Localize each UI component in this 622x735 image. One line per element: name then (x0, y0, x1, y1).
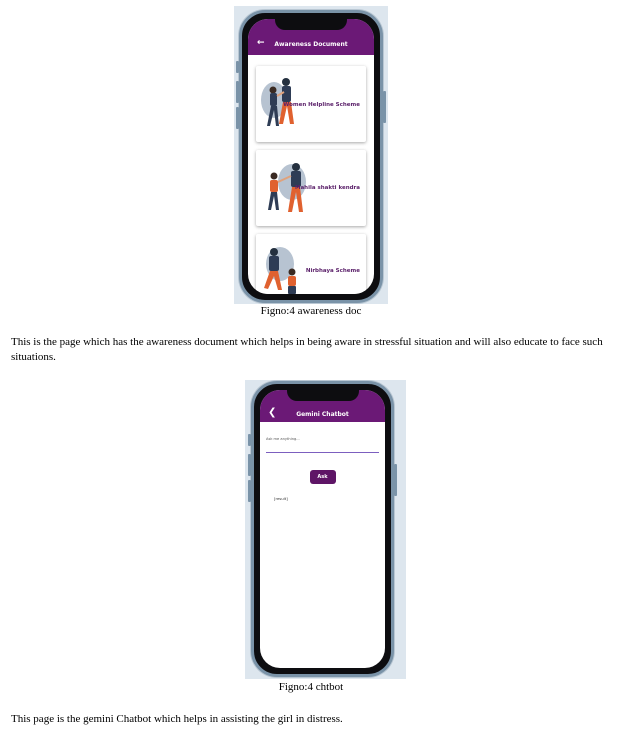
card-label: Nirbhaya Scheme (305, 268, 360, 274)
phone-notch (287, 390, 359, 401)
card-label: Mahila shakti kendra (294, 185, 360, 191)
figure-caption: Figno:4 awareness doc (260, 305, 362, 317)
nirbhaya-illustration (258, 238, 306, 294)
doc-card-women-helpline[interactable] (256, 66, 366, 142)
ask-button[interactable]: Ask (310, 470, 336, 484)
phone-frame-chatbot (251, 381, 394, 677)
phone-notch (275, 19, 347, 30)
phone-frame-awareness (239, 10, 383, 303)
doc-card-nirbhaya[interactable] (256, 234, 366, 294)
doc-card-mahila-shakti[interactable] (256, 150, 366, 226)
back-arrow-icon[interactable]: ← (257, 38, 265, 48)
result-text: [result] (274, 496, 288, 501)
card-label: Women Helpline Scheme (283, 102, 360, 108)
app-bar-title: Awareness Document (274, 41, 348, 48)
ask-input-field[interactable] (266, 434, 379, 453)
app-bar-title: Gemini Chatbot (296, 411, 349, 418)
body-paragraph: This is the page which has the awareness document which helps in being aware in stressful situation and will also educate to face such situations. (11, 336, 603, 363)
back-chevron-icon[interactable]: ❮ (268, 407, 277, 418)
awareness-screen (248, 19, 374, 294)
ask-input-placeholder: Ask me anything... (266, 437, 300, 441)
body-paragraph: This page is the gemini Chatbot which helps in assisting the girl in distress. (11, 713, 343, 725)
chatbot-screen (260, 390, 385, 668)
figure-caption: Figno:4 chtbot (278, 681, 344, 693)
